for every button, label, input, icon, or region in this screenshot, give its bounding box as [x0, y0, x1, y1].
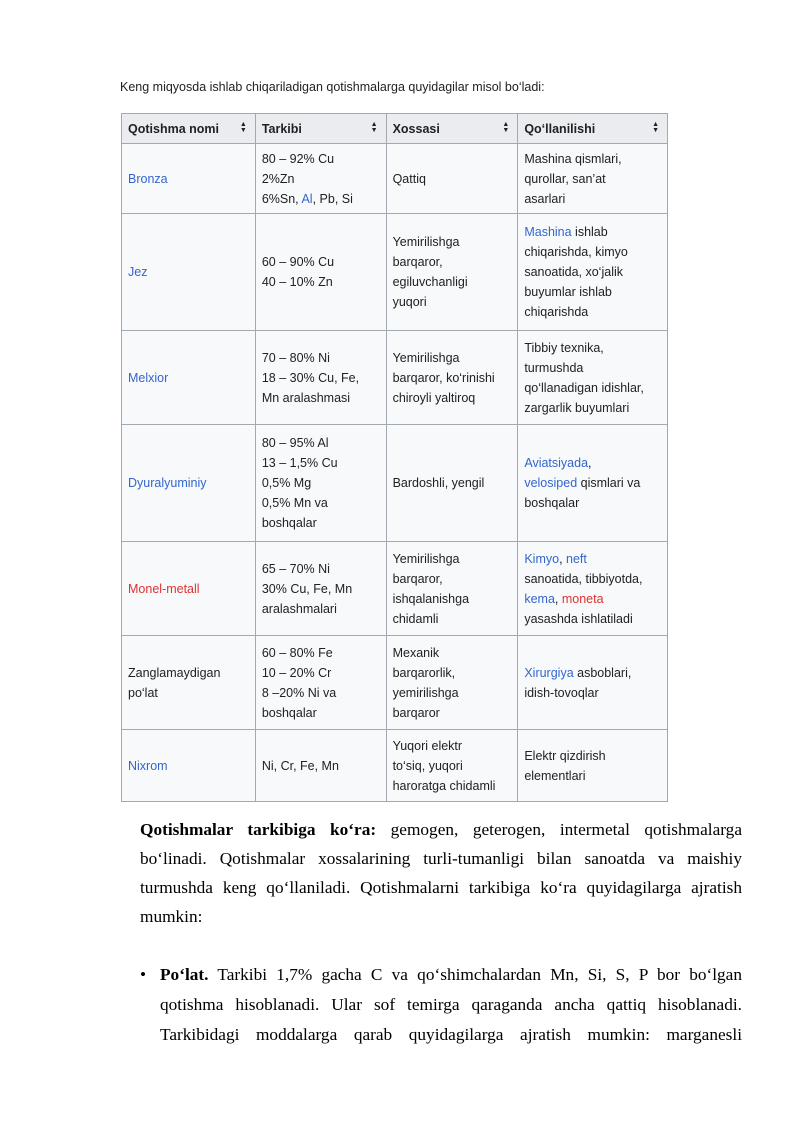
intro-text: Keng miqyosda ishlab chiqariladigan qotishmalarga quyidagilar misol bo‘ladi: [120, 80, 545, 94]
table-header-row [122, 114, 668, 144]
alloy-link[interactable]: Nixrom [128, 758, 168, 773]
sort-arrows-icon[interactable]: ▲ ▼ [239, 121, 247, 134]
xirurgiya-link[interactable]: Xirurgiya [524, 665, 574, 680]
sort-arrows-icon[interactable]: ▲ ▼ [652, 121, 659, 134]
composition-cell: 80 – 92% Cu 2%Zn 6%Sn, Al, Pb, Si [255, 144, 386, 214]
alloy-link[interactable]: Melxior [128, 370, 169, 385]
column-header-property[interactable]: Xossasi ▲ ▼ [386, 114, 518, 144]
paragraph-lead: Qotishmalar tarkibiga ko‘ra: [140, 820, 377, 839]
bullet-text: Po‘lat. Tarkibi 1,7% gacha C va qo‘shimchalardan Mn, Si, S, P bor bo‘lgan qotishma hisoblanadi. Ular sof temirga qaraganda ancha qattiq hisoblanadi. Tarkibidagi moddalarga qarab quyidagilarga ajratish mumkin: marganesli [160, 965, 742, 1044]
table-row [122, 331, 668, 425]
composition-cell: 65 – 70% Ni 30% Cu, Fe, Mn aralashmalari [255, 542, 386, 636]
moneta-link[interactable]: moneta [561, 591, 604, 606]
table-row [122, 636, 668, 730]
kimyo-link[interactable]: Kimyo [524, 551, 560, 566]
alloy-name-cell [122, 542, 256, 636]
mashina-link[interactable]: Mashina [524, 225, 572, 239]
property-cell: Yuqori elektr to‘siq, yuqori haroratga chidamli [386, 730, 518, 802]
composition-cell: 80 – 95% Al 13 – 1,5% Cu 0,5% Mg 0,5% Mn va boshqalar [255, 425, 386, 542]
usage-cell: Xirurgiya asboblari, idish-tovoqlar [518, 636, 668, 730]
alloy-name-cell [122, 144, 256, 214]
column-header-composition[interactable]: Tarkibi ▲ ▼ [255, 114, 386, 144]
alloy-link[interactable]: Monel-metall [128, 581, 200, 596]
table-row [122, 542, 668, 636]
property-cell: Qattiq [386, 144, 518, 214]
sort-arrows-icon[interactable]: ▲ ▼ [370, 121, 378, 134]
alloy-link[interactable]: Jez [128, 265, 148, 279]
sort-arrows-icon[interactable]: ▲ ▼ [502, 121, 510, 134]
usage-cell: Mashina ishlab chiqarishda, kimyo sanoatida, xo‘jalik buyumlar ishlab chiqarishda [518, 214, 668, 331]
alloy-link[interactable]: Dyuralyuminiy [128, 476, 207, 490]
alloy-name-cell: Zanglamaydigan po‘lat [122, 636, 256, 730]
composition-cell: 60 – 90% Cu 40 – 10% Zn [255, 214, 386, 331]
property-cell: Mexanik barqarorlik, yemirilishga barqaror [386, 636, 518, 730]
table-row [122, 730, 668, 802]
bullet-mark: • [140, 965, 147, 984]
alloys-table [121, 113, 668, 802]
property-cell: Yemirilishga barqaror, egiluvchanligi yuqori [386, 214, 518, 331]
composition-cell: 70 – 80% Ni 18 – 30% Cu, Fe, Mn aralashmasi [255, 331, 386, 425]
table-row [122, 214, 668, 331]
bullet-lead: Po‘lat. [160, 965, 209, 984]
classification-paragraph: Qotishmalar tarkibiga ko‘ra: gemogen, geterogen, intermetal qotishmalarga bo‘linadi. Qotishmalar xossalarining turli-tumanligi bilan sanoatda va maishiy turmushda keng qo‘llaniladi. Qotishmalarni tarkibiga ko‘ra quyidagilarga ajratish mumkin: [140, 820, 742, 926]
aluminium-link[interactable]: Al [301, 191, 313, 206]
property-cell: Yemirilishga barqaror, ishqalanishga chidamli [386, 542, 518, 636]
usage-cell: Kimyo, neft sanoatida, tibbiyotda, kema, moneta yasashda ishlatiladi [518, 542, 668, 636]
usage-cell: Aviatsiyada, velosiped qismlari va boshqalar [518, 425, 668, 542]
neft-link[interactable]: neft [566, 551, 587, 566]
column-header-usage[interactable]: Qo‘llanilishi ▲ ▼ [518, 114, 668, 144]
alloy-name-cell [122, 214, 256, 331]
table-row [122, 425, 668, 542]
property-cell: Yemirilishga barqaror, ko‘rinishi chiroyli yaltiroq [386, 331, 518, 425]
usage-cell: Tibbiy texnika, turmushda qo‘llanadigan idishlar, zargarlik buyumlari [518, 331, 668, 425]
kema-link[interactable]: kema [524, 591, 555, 606]
property-cell: Bardoshli, yengil [386, 425, 518, 542]
column-header-name[interactable]: Qotishma nomi ▲ ▼ [122, 114, 256, 144]
aviatsiya-link[interactable]: Aviatsiyada [524, 456, 589, 470]
composition-cell: Ni, Cr, Fe, Mn [255, 730, 386, 802]
velosiped-link[interactable]: velosiped [524, 476, 578, 490]
alloy-name-cell [122, 425, 256, 542]
usage-cell: Mashina qismlari, qurollar, san’at asarlari [518, 144, 668, 214]
alloy-name-cell [122, 331, 256, 425]
alloy-name-cell [122, 730, 256, 802]
alloy-link[interactable]: Bronza [128, 171, 168, 186]
composition-cell: 60 – 80% Fe 10 – 20% Cr 8 –20% Ni va boshqalar [255, 636, 386, 730]
table-row [122, 144, 668, 214]
usage-cell: Elektr qizdirish elementlari [518, 730, 668, 802]
